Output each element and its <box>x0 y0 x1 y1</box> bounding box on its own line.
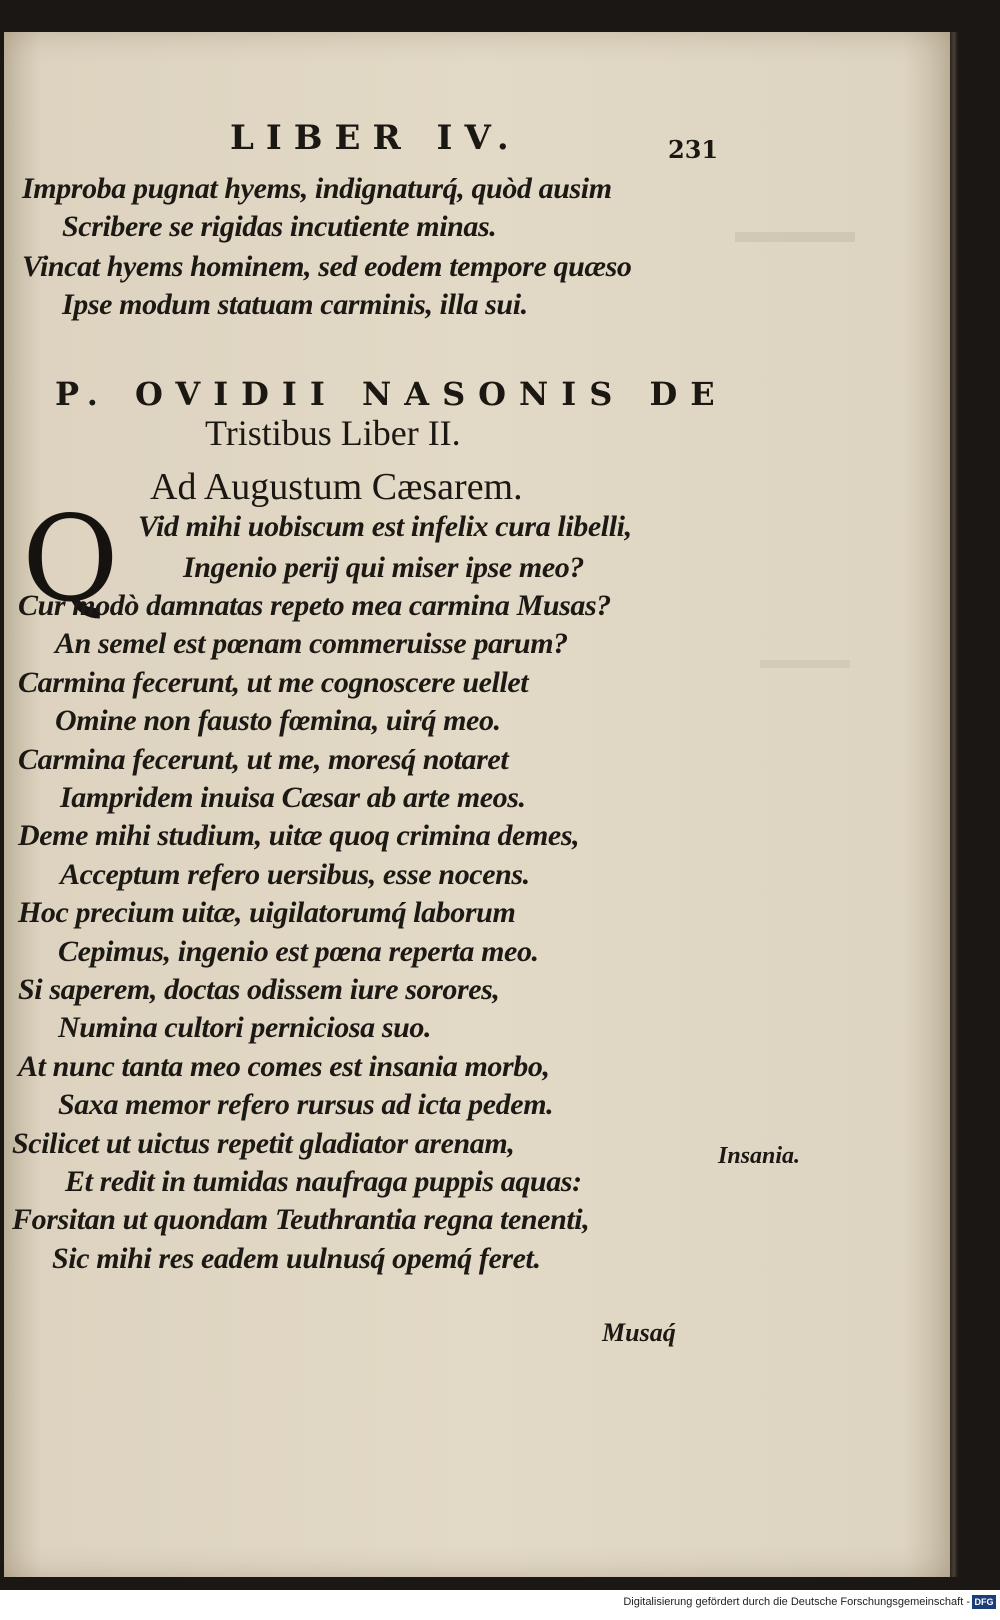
work-title: P. OVIDII NASONIS DE <box>55 375 728 413</box>
dedication-heading: Ad Augustum Cæsarem. <box>150 466 523 508</box>
verse-line: Carmina fecerunt, ut me, moresq́ notaret <box>18 743 509 776</box>
funding-credit: Digitalisierung gefördert durch die Deutsche Forschungsgemeinschaft - <box>623 1596 970 1608</box>
verse-line: Cur modò damnatas repeto mea carmina Musas? <box>18 589 611 622</box>
verse-line: Sic mihi res eadem uulnusq́ opemq́ feret. <box>52 1242 541 1275</box>
verse-line: Ipse modum statuam carminis, illa sui. <box>62 288 528 321</box>
verse-line: Si saperem, doctas odissem iure sorores, <box>18 973 500 1006</box>
verse-line: Cepimus, ingenio est pœna reperta meo. <box>58 935 539 968</box>
verse-line: Vincat hyems hominem, sed eodem tempore quæso <box>22 250 632 283</box>
bleed-through-mark <box>735 232 855 242</box>
verse-line: Scribere se rigidas incutiente minas. <box>62 210 497 243</box>
verse-line: Et redit in tumidas naufraga puppis aquas: <box>65 1165 582 1198</box>
verse-line: Ingenio perij qui miser ipse meo? <box>183 551 584 584</box>
page-edge <box>950 32 958 1577</box>
verse-line: An semel est pœnam commeruisse parum? <box>55 627 568 660</box>
verse-line: Vid mihi uobiscum est infelix cura libelli, <box>138 510 632 543</box>
bleed-through-mark <box>760 660 850 668</box>
dfg-logo: DFG <box>972 1595 996 1609</box>
drop-capital: Q <box>22 490 119 628</box>
catchword: Musaq́ <box>602 1318 676 1347</box>
book-subtitle: Tristibus Liber II. <box>205 413 461 453</box>
running-title: LIBER IV. <box>230 118 521 158</box>
verse-line: Saxa memor refero rursus ad icta pedem. <box>58 1088 554 1121</box>
verse-line: Iampridem inuisa Cæsar ab arte meos. <box>60 781 526 814</box>
verse-line: Omine non fausto fœmina, uirq́ meo. <box>55 704 501 737</box>
footer-bar <box>0 1590 1000 1620</box>
marginal-note: Insania. <box>718 1143 801 1169</box>
verse-line: Numina cultori perniciosa suo. <box>58 1011 432 1044</box>
verse-line: Scilicet ut uictus repetit gladiator arenam, <box>12 1127 515 1160</box>
verse-line: Deme mihi studium, uitæ quoq crimina demes, <box>18 819 580 852</box>
verse-line: Hoc precium uitæ, uigilatorumq́ laborum <box>18 896 516 929</box>
verse-line: Acceptum refero uersibus, esse nocens. <box>60 858 530 891</box>
page-number: 231 <box>668 135 719 164</box>
verse-line: At nunc tanta meo comes est insania morbo, <box>18 1050 550 1083</box>
verse-line: Carmina fecerunt, ut me cognoscere uellet <box>18 666 529 699</box>
verse-line: Forsitan ut quondam Teuthrantia regna tenenti, <box>12 1203 590 1236</box>
verse-line: Improba pugnat hyems, indignaturq́, quòd ausim <box>22 172 612 205</box>
